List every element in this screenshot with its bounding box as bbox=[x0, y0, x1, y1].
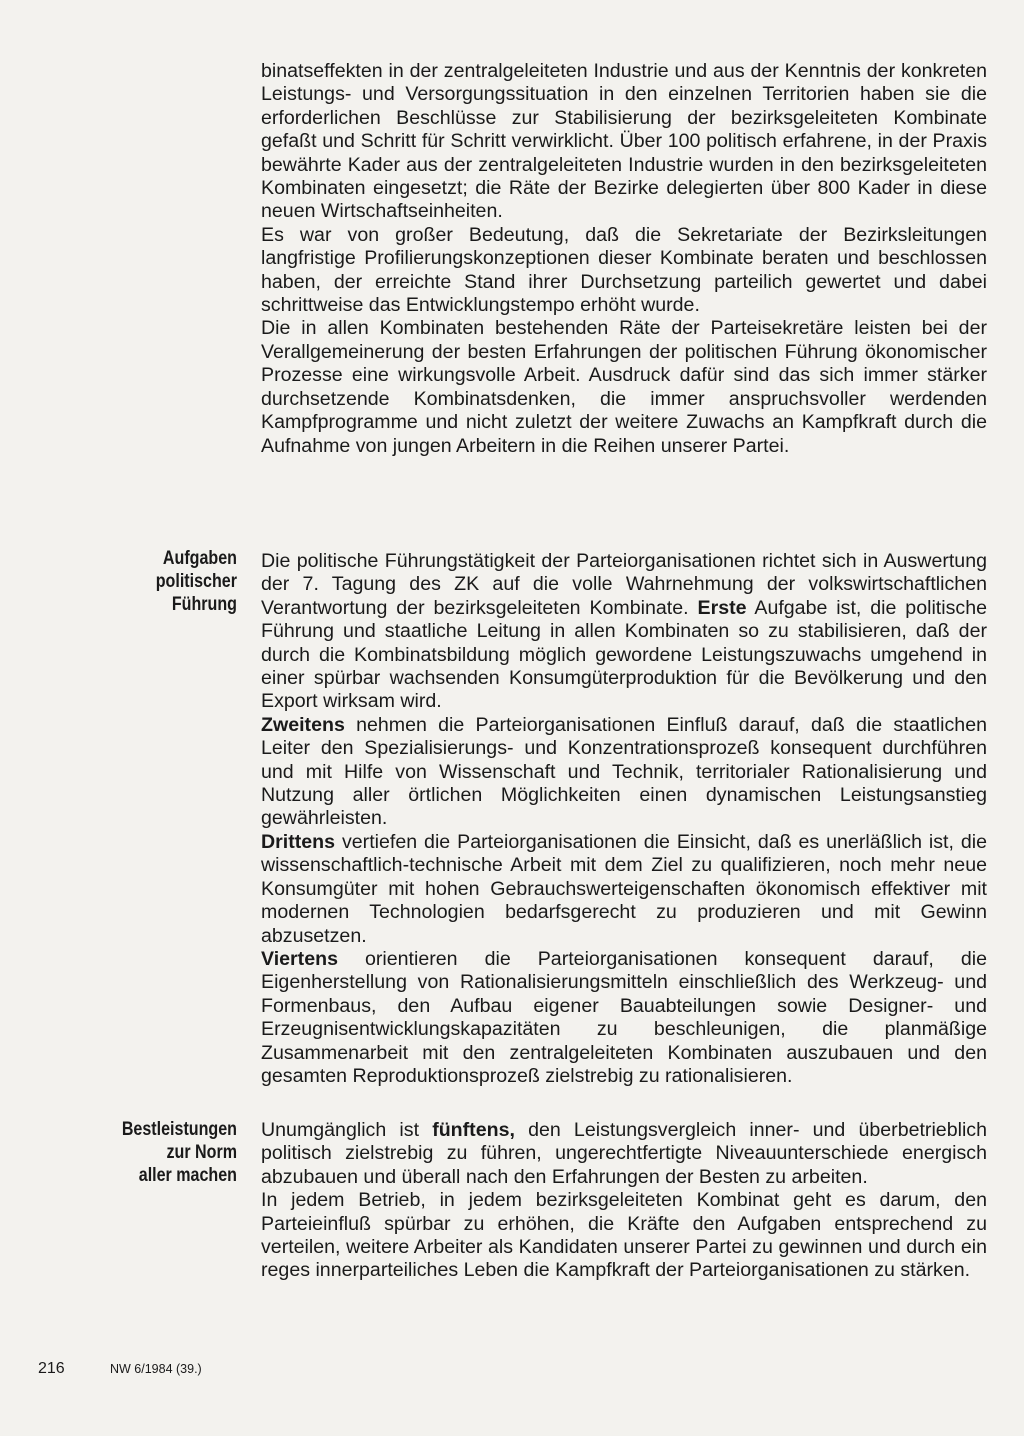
paragraph: In jedem Betrieb, in jedem bezirksgeleiteten Kombinat geht es darum, den Parteieinfluß spürbar zu erhöhen, die Kräfte den Aufgaben entsprechend zu verteilen, weitere Arbeiter als Kandidaten unserer Partei zu gewinnen und durch ein reges innerparteiliches Leben die Kampfkraft der Parteiorganisationen zu stärken. bbox=[261, 1189, 987, 1282]
paragraph bbox=[261, 948, 987, 1088]
text-run: nehmen die Parteiorganisationen Einfluß darauf, daß die staatlichen Leiter den Spezialisierungs- und Konzentrationsprozeß konsequent durchführen und mit Hilfe von Wissenschaft und Technik, territorialer Rationalisierung und Nutzung aller örtlichen Möglichkeiten einen dynamischen Leistungsanstieg gewährleisten. bbox=[261, 713, 988, 830]
text-run: orientieren die Parteiorganisationen konsequent darauf, die Eigenherstellung von Rationalisierungsmitteln einschließlich des Werkzeug- und Formenbaus, den Aufbau eigener Bauabteilungen sowie Designer- und Erzeugnisentwicklungskapazitäten zu beschleunigen, die planmäßige Zusammenarbeit mit den zentralgeleiteten Kombinaten auszubauen und den gesamten Reproduktionsprozeß zielstrebig zu rationalisieren. bbox=[261, 947, 987, 1087]
section-aufgaben bbox=[261, 550, 987, 1088]
side-heading-line: aller machen bbox=[138, 1164, 237, 1186]
text-run: den Leistungsvergleich inner- und überbetrieblich politisch zielstrebig zu führen, ungerechtfertigte Niveauunterschiede energisch abzubauen und überall nach den Erfahrungen der Besten zu arbeiten. bbox=[261, 1119, 988, 1188]
side-heading-line: Bestleistungen bbox=[121, 1118, 237, 1140]
section-bestleistungen bbox=[261, 1119, 987, 1283]
side-heading-line: zur Norm bbox=[166, 1141, 237, 1163]
bold-term: Erste bbox=[697, 596, 747, 619]
paragraph bbox=[261, 550, 987, 714]
side-heading-bestleistungen bbox=[89, 1118, 237, 1187]
side-heading-line: Aufgaben bbox=[162, 547, 237, 569]
text-run: vertiefen die Parteiorganisationen die Einsicht, daß es unerläßlich ist, die wissenschaftlich-technische Arbeit mit dem Ziel zu qualifizieren, noch mehr neue Konsumgüter mit hohen Gebrauchswerteigenschaften ökonomisch effektiver mit modernen Technologien bedarfsgerecht zu produzieren und mit Gewinn abzusetzen. bbox=[261, 830, 987, 947]
side-heading-line: Führung bbox=[171, 593, 237, 615]
text-run: Unumgänglich ist bbox=[261, 1119, 420, 1141]
source-reference: NW 6/1984 (39.) bbox=[110, 1362, 202, 1376]
bold-term: fünftens, bbox=[432, 1119, 515, 1141]
paragraph: binatseffekten in der zentralgeleiteten Industrie und aus der Kenntnis der konkreten Leistungs- und Versorgungssituation in den einzelnen Territorien haben sie die erforderlichen Beschlüsse zur Stabilisierung der bezirksgeleiteten Kombinate gefaßt und Schritt für Schritt verwirklicht. Über 100 politisch erfahrene, in der Praxis bewährte Kader aus der zentralgeleiteten Industrie wurden in den bezirksgeleiteten Kombinaten eingesetzt; die Räte der Bezirke delegierten über 800 Kader in diese neuen Wirtschaftseinheiten. bbox=[261, 60, 987, 223]
paragraph bbox=[261, 831, 987, 948]
page-number: 216 bbox=[38, 1360, 65, 1377]
paragraph bbox=[261, 714, 987, 831]
text-run: Die politische Führungstätigkeit der Parteiorganisationen richtet sich in Auswertung der 7. Tagung des ZK auf die volle Wahrnehmung der volkswirtschaftlichen Verantwortung der bezirksgeleiteten Kombinate. bbox=[261, 550, 987, 619]
bold-term: Viertens bbox=[261, 947, 338, 970]
bold-term: Drittens bbox=[261, 830, 336, 853]
text-run: Aufgabe ist, die politische Führung und staatliche Leitung in allen Kombinaten so zu stabilisieren, daß der durch die Kombinatsbildung möglich gewordene Leistungszuwachs umgehend in einer spürbar wachsenden Konsumgüterproduktion für die Bevölkerung und den Export wirksam wird. bbox=[261, 596, 987, 713]
bold-term: Zweitens bbox=[261, 713, 345, 736]
side-heading-aufgaben bbox=[89, 547, 237, 616]
paragraph bbox=[261, 1119, 987, 1189]
paragraph: Es war von großer Bedeutung, daß die Sekretariate der Bezirksleitungen langfristige Profilierungskonzeptionen dieser Kombinate beraten und beschlossen haben, der erreichte Stand ihrer Durchsetzung parteilich gewertet und dabei schrittweise das Entwicklungstempo erhöht wurde. bbox=[261, 223, 987, 317]
side-heading-line: politischer bbox=[155, 570, 237, 592]
paragraph: Die in allen Kombinaten bestehenden Räte der Parteisekretäre leisten bei der Verallgemeinerung der besten Erfahrungen der politischen Führung ökonomischer Prozesse eine wirkungsvolle Arbeit. Ausdruck dafür sind das sich immer stärker durchsetzende Kombinatsdenken, die immer anspruchsvoller werdenden Kampfprogramme und nicht zuletzt der weitere Zuwachs an Kampfkraft durch die Aufnahme von jungen Arbeitern in die Reihen unserer Partei. bbox=[261, 317, 987, 457]
section-intro bbox=[261, 60, 987, 458]
